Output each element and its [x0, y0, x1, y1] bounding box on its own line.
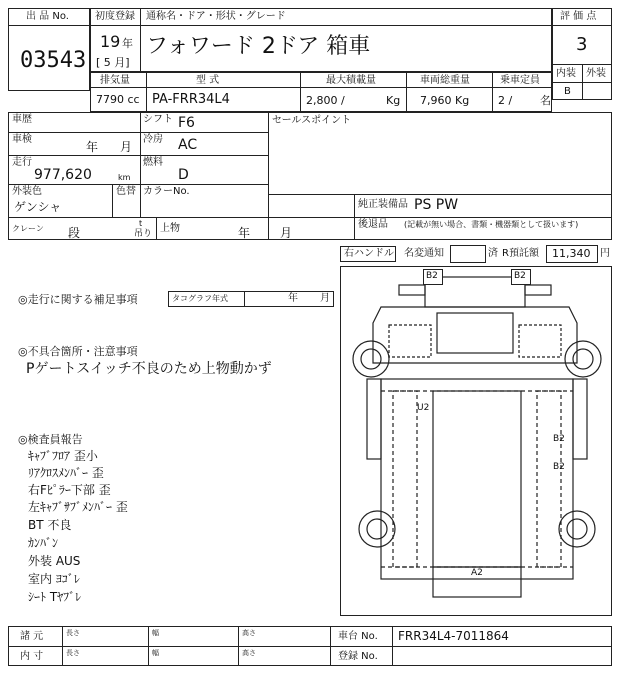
mileage-unit: km: [118, 173, 131, 182]
inspection-month: 月: [120, 140, 133, 154]
displacement-value: 7790 cc: [96, 93, 140, 106]
length-label: 長さ: [66, 649, 80, 657]
lot-label: 出 品 No.: [26, 11, 69, 22]
crane-t: t: [139, 219, 143, 228]
color-no-label: 色替: [116, 186, 136, 197]
lot-number: 03543: [20, 48, 87, 73]
gvw-value: 7,960 Kg: [420, 94, 470, 107]
interior-grade: B: [564, 86, 571, 97]
car-name: フォワード 2ドア 箱車: [146, 34, 371, 59]
rhd-label: 右ハンドル: [344, 248, 394, 259]
max-load-unit: Kg: [386, 94, 401, 107]
damage-diagram: [340, 266, 612, 616]
model-value: PA-FRR34L4: [152, 92, 230, 107]
tacho-month: 月: [320, 293, 330, 304]
interior-label: 内装: [556, 68, 576, 79]
dims-label: 諸 元: [20, 631, 44, 642]
reg-month: [ 5 月]: [96, 56, 130, 69]
car-name-label: 通称名・ドア・形状・グレード: [146, 11, 286, 22]
crane-label: クレーン: [12, 224, 44, 233]
recycle-unit: 円: [600, 248, 610, 259]
damage-mark-front-left: B2: [426, 271, 438, 281]
color-value: ゲンシャ: [14, 200, 62, 214]
ac-label: 冷房: [143, 134, 163, 145]
loading-year: 年: [238, 226, 251, 240]
max-load-label: 最大積載量: [326, 75, 376, 86]
inspector-item: 室内 ﾖｺﾞﾚ: [28, 572, 80, 586]
width-label: 幅: [152, 629, 159, 637]
gvw-label: 車両総重量: [420, 75, 470, 86]
inspector-item: 左ｷｬﾌﾞｻﾌﾞﾒﾝﾊﾞｰ 歪: [28, 500, 128, 514]
inspector-title: ◎検査員報告: [18, 433, 83, 446]
interior-dims-label: 内 寸: [20, 651, 44, 662]
loading-month: 月: [280, 226, 293, 240]
defect-1: Pゲートスイッチ不良のため上物動かず: [26, 361, 272, 377]
shift-label: シフト: [143, 114, 173, 125]
damage-mark-side-left: U2: [417, 403, 430, 413]
truck-outline: [341, 267, 613, 617]
recycle-label: R預託額: [502, 248, 539, 259]
capacity-value: 2 /: [498, 94, 513, 107]
crane-stage: 段: [68, 226, 81, 240]
reg-number-label: 登録 No.: [338, 651, 378, 662]
aftermarket-label: 後退品: [358, 219, 388, 230]
inspection-year: 年: [86, 140, 99, 154]
displacement-label: 排気量: [100, 75, 130, 86]
damage-mark-front-right: B2: [514, 271, 526, 281]
aftermarket-note: (記載が無い場合、書類・機器類として扱います): [404, 220, 579, 229]
color-code-label: カラーNo.: [143, 186, 190, 197]
sales-point-label: セールスポイント: [272, 115, 352, 126]
inspector-item: 外装 AUS: [28, 554, 81, 568]
mileage-value: 977,620: [34, 167, 92, 183]
score-label: 評 価 点: [560, 11, 597, 22]
genuine-value: PS PW: [414, 197, 459, 213]
chassis-number: FRR34L4-7011864: [398, 629, 509, 643]
height-label: 高さ: [242, 649, 256, 657]
inspector-item: ｶﾝﾊﾞﾝ: [28, 536, 59, 550]
height-label: 高さ: [242, 629, 256, 637]
shift-value: F6: [178, 115, 195, 131]
defects-title: ◎不具合箇所・注意事項: [18, 345, 138, 358]
score-value: 3: [576, 34, 588, 55]
inspector-item: ｼｰﾄ Tﾔﾌﾞﾚ: [28, 590, 82, 604]
ac-value: AC: [178, 137, 198, 153]
reg-year-unit: 年: [122, 37, 133, 50]
tacho-year: 年: [288, 293, 298, 304]
exterior-label: 外装: [586, 68, 606, 79]
fuel-label: 燃料: [143, 157, 163, 168]
loading-label: 上物: [160, 223, 180, 234]
history-label: 車歴: [12, 114, 32, 125]
first-reg-label: 初度登録: [95, 11, 135, 22]
genuine-label: 純正装備品: [358, 199, 408, 210]
inspector-item: ｷｬﾌﾞﾌﾛｱ 歪小: [28, 449, 98, 463]
damage-mark-side-right-2: B2: [553, 462, 565, 472]
inspector-item: 右Fﾋﾟﾗｰ下部 歪: [28, 483, 111, 497]
damage-mark-rear: A2: [471, 568, 483, 578]
recycle-amount: 11,340: [552, 247, 591, 260]
width-label: 幅: [152, 649, 159, 657]
reg-year: 19: [100, 32, 121, 51]
recycle-mark: 済: [488, 248, 498, 259]
inspector-item: ﾘｱｸﾛｽﾒﾝﾊﾞｰ 歪: [28, 466, 104, 480]
model-label: 型 式: [196, 75, 220, 86]
max-load-value: 2,800 /: [306, 94, 345, 107]
capacity-label: 乗車定員: [500, 75, 540, 86]
crane-hang: 吊り: [134, 229, 153, 239]
fuel-value: D: [178, 167, 189, 183]
mileage-label: 走行: [12, 157, 32, 168]
name-change-box: [450, 245, 486, 263]
damage-mark-side-right-1: B2: [553, 434, 565, 444]
driving-notes-title: ◎走行に関する補足事項: [18, 293, 138, 306]
chassis-label: 車台 No.: [338, 631, 378, 642]
inspector-item: BT 不良: [28, 518, 72, 532]
tacho-label: タコグラフ年式: [172, 294, 228, 303]
name-change-label: 名変通知: [404, 248, 444, 259]
capacity-unit: 名: [540, 94, 551, 107]
length-label: 長さ: [66, 629, 80, 637]
color-label: 外装色: [12, 186, 42, 197]
inspection-label: 車検: [12, 134, 32, 145]
